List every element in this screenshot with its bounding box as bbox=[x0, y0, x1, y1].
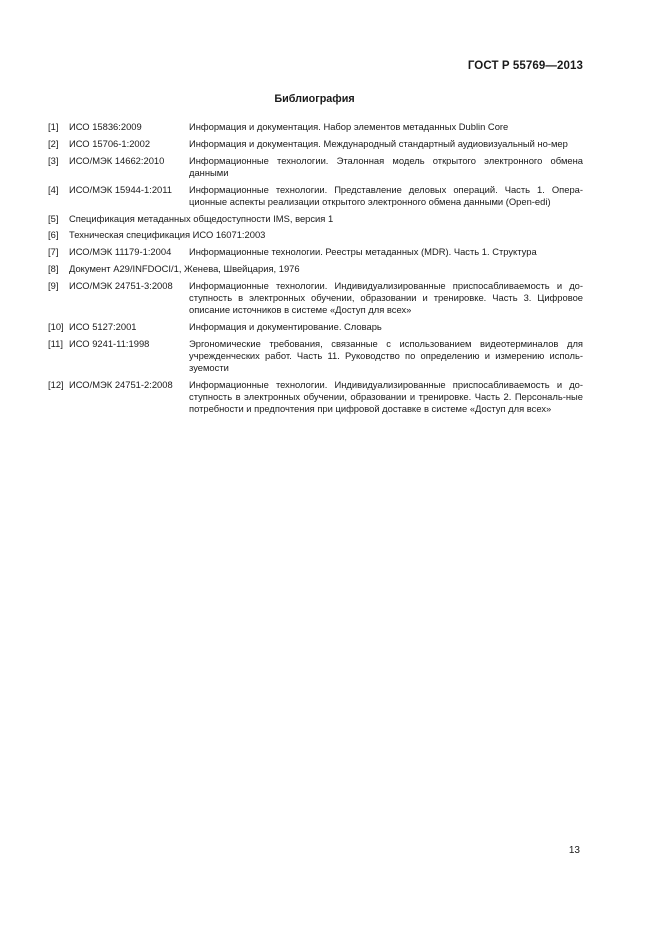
entry-code: ИСО 9241-11:1998 bbox=[69, 337, 150, 349]
entry-text: Информационные технологии. Реестры метаданных (MDR). Часть 1. Структура bbox=[189, 246, 537, 258]
entry-number: [3] bbox=[48, 154, 59, 166]
entry-number: [5] bbox=[48, 212, 59, 224]
entry-text: Информация и документация. Набор элементов метаданных Dublin Core bbox=[189, 121, 509, 132]
entry-text: Информационные технологии. Индивидуализированные приспосабливаемость и до-ступность в электронных обучении, образовании и тренировке. Часть 2. Персональ-ные потребности и предпочтения при цифровой доставке в системе «Доступ для всех» bbox=[189, 378, 583, 415]
entry-code: ИСО/МЭК 11179-1:2004 bbox=[69, 246, 172, 258]
entry-text: Информационные технологии. Представление деловых операций. Часть 1. Опера-ционные аспекты реализации открытого электронного обмена данными (Open-edi) bbox=[189, 183, 583, 207]
entry-code: ИСО 5127:2001 bbox=[69, 320, 137, 332]
bib-entry bbox=[48, 155, 583, 179]
entry-text: Техническая спецификация ИСО 16071:2003 bbox=[69, 229, 266, 241]
entry-number: [7] bbox=[48, 246, 59, 258]
bib-entry bbox=[48, 213, 583, 225]
entry-number: [6] bbox=[48, 229, 59, 241]
entry-number: [11] bbox=[48, 337, 63, 349]
bib-entry bbox=[48, 184, 583, 208]
entry-code: ИСО 15836:2009 bbox=[69, 121, 142, 132]
entry-number: [8] bbox=[48, 262, 59, 274]
entry-text: Информационные технологии. Индивидуализированные приспосабливаемость и до-ступность в электронных обучении, образовании и тренировке. Часть 3. Цифровое описание источников в системе «Доступ для всех» bbox=[189, 279, 583, 316]
entry-text: Документ A29/INFDOCI/1, Женева, Швейцария, 1976 bbox=[69, 262, 300, 274]
bib-entry bbox=[48, 121, 583, 133]
bib-entry bbox=[48, 379, 583, 416]
bibliography-list bbox=[48, 121, 583, 420]
document-code: ГОСТ Р 55769—2013 bbox=[467, 60, 583, 72]
bibliography-title: Библиография bbox=[274, 93, 355, 105]
bib-entry bbox=[48, 338, 583, 375]
bib-entry bbox=[48, 263, 583, 275]
entry-number: [2] bbox=[48, 137, 59, 149]
entry-code: ИСО/МЭК 24751-3:2008 bbox=[69, 279, 173, 291]
entry-code: ИСО/МЭК 24751-2:2008 bbox=[69, 378, 173, 390]
entry-code: ИСО 15706-1:2002 bbox=[69, 137, 151, 149]
entry-number: [4] bbox=[48, 183, 59, 195]
entry-number: [10] bbox=[48, 320, 64, 332]
page-number: 13 bbox=[568, 845, 580, 856]
entry-text: Информационные технологии. Эталонная модель открытого электронного обмена данными bbox=[189, 154, 583, 178]
entry-number: [9] bbox=[48, 279, 59, 291]
entry-number: [12] bbox=[48, 378, 64, 390]
bib-entry bbox=[48, 321, 583, 333]
bib-entry bbox=[48, 246, 583, 258]
entry-code: ИСО/МЭК 14662:2010 bbox=[69, 154, 165, 166]
bib-entry bbox=[48, 280, 583, 317]
entry-text: Спецификация метаданных общедоступности IMS, версия 1 bbox=[69, 212, 334, 224]
entry-text: Информация и документация. Международный стандартный аудиовизуальный но-мер bbox=[189, 137, 568, 149]
bib-entry bbox=[48, 229, 583, 241]
entry-code: ИСО/МЭК 15944-1:2011 bbox=[69, 183, 172, 195]
entry-text: Информация и документирование. Словарь bbox=[189, 320, 382, 332]
bib-entry bbox=[48, 138, 583, 150]
entry-text: Эргономические требования, связанные с использованием видеотерминалов для учрежденческих работ. Часть 11. Руководство по определению и измерению исполь-зуемости bbox=[189, 337, 583, 374]
entry-number: [1] bbox=[48, 121, 59, 132]
